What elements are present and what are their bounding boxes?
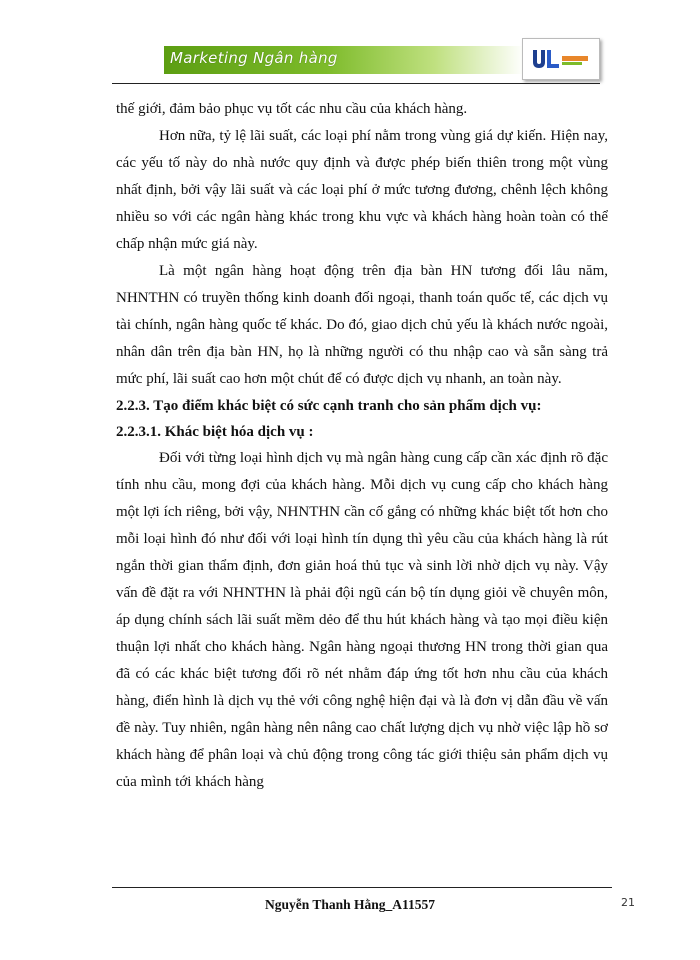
header-divider [112, 83, 600, 84]
ul-logo-icon [522, 38, 600, 80]
paragraph-1: thế giới, đảm bảo phục vụ tốt các nhu cầu của khách hàng. [116, 101, 468, 117]
paragraph-4: Đối với từng loại hình dịch vụ mà ngân hàng cung cấp cần xác định rõ đặc tính nhu cầu, mong đợi của khách hàng. Mỗi dịch vụ cung cấp cho khách hàng một lợi ích riêng, bởi vậy, NHNTHN cần cố gắng có những khác biệt tốt hơn cho mỗi loại hình đó như đối với loại hình tín dụng thì yêu cầu của khách hàng là rút ngắn thời gian thẩm định, đơn giản hoá thủ tục và sinh lời nhờ dịch vụ này. Vậy vấn đề đặt ra với NHNTHN là phải đội ngũ cán bộ tín dụng giỏi về chuyên môn, áp dụng chính sách lãi suất mềm dẻo để thu hút khách hàng và tạo mọi điều kiện thuận lợi nhất cho khách hàng. Ngân hàng ngoại thương HN trong thời gian qua đã có các khác biệt tương đối rõ nét nhằm đáp ứng tốt hơn nhu cầu của khách hàng, điển hình là dịch vụ thẻ với công nghệ hiện đại và là đơn vị dẫn đầu về vấn đề này. Tuy nhiên, ngân hàng nên nâng cao chất lượng dịch vụ nhờ việc lập hồ sơ khách hàng để phân loại và chủ động trong công tác giới thiệu sản phẩm dịch vụ của mình tới khách hàng [116, 450, 608, 790]
paragraph-3: Là một ngân hàng hoạt động trên địa bàn HN tương đối lâu năm, NHNTHN có truyền thống kinh doanh đối ngoại, thanh toán quốc tế, các dịch vụ tài chính, ngân hàng quốc tế khác. Do đó, giao dịch chủ yếu là khách nước ngoài, nhân dân trên địa bàn HN, họ là những người có thu nhập cao và sẵn sàng trả mức phí, lãi suất cao hơn một chút để có được dịch vụ nhanh, an toàn này. [116, 263, 608, 387]
header-title: Marketing Ngân hàng [170, 49, 338, 67]
section-heading: 2.2.3. Tạo điểm khác biệt có sức cạnh tranh cho sản phẩm dịch vụ: [116, 398, 542, 414]
footer-divider [112, 887, 612, 888]
paragraph-2: Hơn nữa, tỷ lệ lãi suất, các loại phí nằm trong vùng giá dự kiến. Hiện nay, các yếu tố này do nhà nước quy định và được phép biến thiên trong một vùng nhất định, bởi vậy lãi suất và các loại phí ở mức tương đương, chênh lệch không nhiều so với các ngân hàng khác trong khu vực và khách hàng hoàn toàn có thể chấp nhận mức giá này. [116, 128, 608, 252]
header-banner [164, 46, 524, 74]
page-header [112, 42, 600, 82]
subsection-heading: 2.2.3.1. Khác biệt hóa dịch vụ : [116, 424, 314, 440]
page-body [116, 96, 608, 796]
page-number: 21 [621, 896, 635, 909]
footer-author: Nguyễn Thanh Hằng_A11557 [265, 897, 436, 912]
